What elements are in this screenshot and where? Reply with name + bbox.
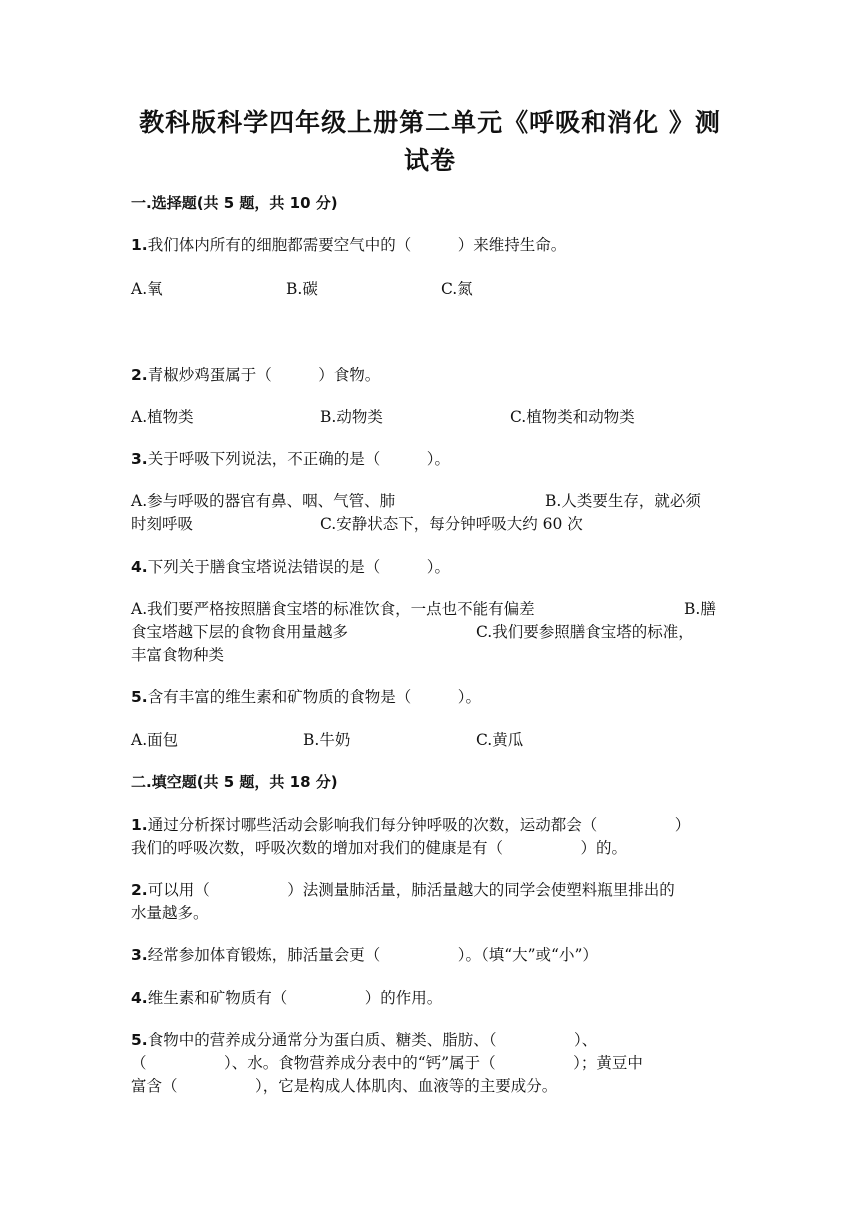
s2-question-1 xyxy=(131,814,690,836)
question-number: 4. xyxy=(131,558,148,576)
question-text: 食物中的营养成分通常分为蛋白质、糖类、脂肪、（ ）、 xyxy=(147,1031,598,1049)
section-2-heading: 二.填空题(共 5 题，共 18 分) xyxy=(131,773,338,791)
s1-q2-option-c: C.植物类和动物类 xyxy=(510,408,635,426)
s1-q4-option-c: C.我们要参照膳食宝塔的标准， xyxy=(476,623,694,641)
question-text: 含有丰富的维生素和矿物质的食物是（ ）。 xyxy=(147,688,481,706)
s1-q1-option-b: B.碳 xyxy=(286,280,318,298)
s2-question-5-cont-2: 富含（ ），它是构成人体肌肉、血液等的主要成分。 xyxy=(131,1077,558,1095)
question-text: 青椒炒鸡蛋属于（ ）食物。 xyxy=(147,366,381,384)
s2-question-2 xyxy=(131,879,675,901)
s1-q2-option-b: B.动物类 xyxy=(320,408,383,426)
s1-q2-option-a: A.植物类 xyxy=(131,408,194,426)
s2-question-4 xyxy=(131,987,442,1009)
s1-q3-option-b: B.人类要生存，就必须 xyxy=(545,492,701,510)
s1-q4-option-b-cont: 食宝塔越下层的食物食用量越多 xyxy=(131,623,349,641)
question-number: 1. xyxy=(131,236,148,254)
s2-question-5 xyxy=(131,1029,597,1051)
s1-question-4 xyxy=(131,556,450,578)
s2-question-3 xyxy=(131,944,598,966)
s1-question-5 xyxy=(131,686,481,708)
s1-q3-option-b-cont: 时刻呼吸 xyxy=(131,515,194,533)
question-number: 3. xyxy=(131,946,148,964)
exam-title xyxy=(120,104,740,180)
question-text: 维生素和矿物质有（ ）的作用。 xyxy=(147,989,443,1007)
s1-q4-option-a: A.我们要严格按照膳食宝塔的标准饮食，一点也不能有偏差 xyxy=(131,600,535,618)
question-number: 1. xyxy=(131,816,148,834)
question-text: 我们体内所有的细胞都需要空气中的（ ）来维持生命。 xyxy=(147,236,567,254)
s1-question-3 xyxy=(131,448,450,470)
s2-question-5-cont-1: （ ）、水。食物营养成分表中的“钙”属于（ ）；黄豆中 xyxy=(131,1054,643,1072)
s1-question-2 xyxy=(131,364,380,386)
question-number: 2. xyxy=(131,366,148,384)
question-text: 关于呼吸下列说法，不正确的是（ ）。 xyxy=(147,450,450,468)
title-line-1: 教科版科学四年级上册第二单元《呼吸和消化 》测 xyxy=(139,108,721,137)
question-number: 5. xyxy=(131,1031,148,1049)
question-number: 5. xyxy=(131,688,148,706)
question-text: 通过分析探讨哪些活动会影响我们每分钟呼吸的次数，运动都会（ ） xyxy=(147,816,691,834)
question-text: 经常参加体育锻炼，肺活量会更（ ）。（填“大”或“小”） xyxy=(147,946,598,964)
s1-q3-option-c: C.安静状态下，每分钟呼吸大约 60 次 xyxy=(320,515,583,533)
s1-question-1 xyxy=(131,234,566,256)
s1-q3-option-a: A.参与呼吸的器官有鼻、咽、气管、肺 xyxy=(131,492,396,510)
question-number: 4. xyxy=(131,989,148,1007)
s1-q5-option-c: C.黄瓜 xyxy=(476,731,524,749)
question-number: 2. xyxy=(131,881,148,899)
s1-q4-option-c-cont: 丰富食物种类 xyxy=(131,646,225,664)
s1-q1-option-a: A.氧 xyxy=(131,280,163,298)
question-number: 3. xyxy=(131,450,148,468)
section-1-heading: 一.选择题(共 5 题，共 10 分) xyxy=(131,194,338,212)
title-line-2: 试卷 xyxy=(403,146,456,175)
s2-question-2-cont: 水量越多。 xyxy=(131,904,209,922)
s1-q5-option-a: A.面包 xyxy=(131,731,179,749)
s1-q4-option-b: B.膳 xyxy=(684,600,716,618)
s1-q1-option-c: C.氮 xyxy=(441,280,473,298)
s1-q5-option-b: B.牛奶 xyxy=(303,731,351,749)
question-text: 可以用（ ）法测量肺活量，肺活量越大的同学会使塑料瓶里排出的 xyxy=(147,881,675,899)
s2-question-1-cont: 我们的呼吸次数，呼吸次数的增加对我们的健康是有（ ）的。 xyxy=(131,839,628,857)
question-text: 下列关于膳食宝塔说法错误的是（ ）。 xyxy=(147,558,450,576)
